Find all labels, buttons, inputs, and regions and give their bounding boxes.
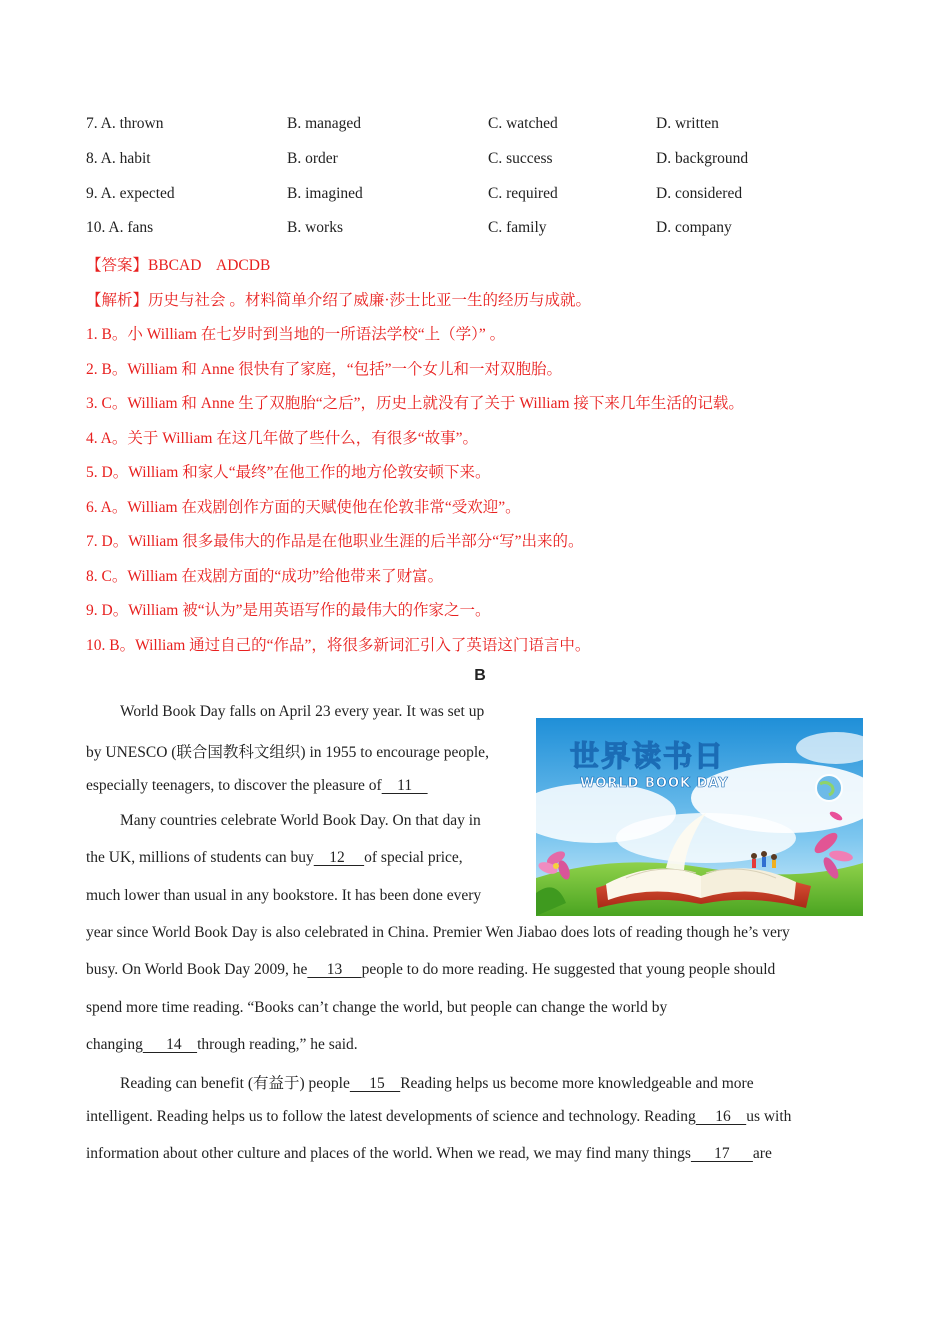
section-heading: B [474, 667, 486, 684]
explanation-4: 4. A。关于 William 在这几年做了些什么，有很多“故事”。 [86, 430, 479, 447]
explanation-10: 10. B。William 通过自己的“作品”，将很多新词汇引入了英语这门语言中。 [86, 637, 591, 654]
blank-12: 12 [313, 849, 365, 866]
passage-line: much lower than usual in any bookstore. It has been done every [86, 887, 482, 904]
explanation-6: 6. A。William 在戏剧创作方面的天赋使他在伦敦非常“受欢迎”。 [86, 499, 521, 516]
figure-title-cn: 世界读书日 [570, 739, 726, 773]
blank-11: 11 [381, 777, 428, 794]
analysis-line: 【解析】历史与社会 。材料简单介绍了威廉·莎士比亚一生的经历与成就。 [86, 292, 592, 309]
explanation-9: 9. D。William 被“认为”是用英语写作的最伟大的作家之一。 [86, 602, 491, 619]
option-a: 8. A. habit [86, 150, 151, 167]
passage-line: changing 14 through reading,” he said. [86, 1036, 358, 1053]
figure-title-en: WORLD BOOK DAY [580, 776, 729, 791]
option-row-9 [86, 185, 866, 209]
explanation-2: 2. B。William 和 Anne 很快有了家庭，“包括”一个女儿和一对双胞胎。 [86, 361, 562, 378]
passage-line: Reading can benefit (有益于) people 15 Reading helps us become more knowledgeable and more [120, 1075, 754, 1092]
passage-line: year since World Book Day is also celebrated in China. Premier Wen Jiabao does lots of reading though he’s very [86, 924, 790, 941]
passage-line: the UK, millions of students can buy 12 of special price, [86, 849, 463, 866]
option-b: B. order [287, 150, 338, 167]
passage-line: by UNESCO (联合国教科文组织) in 1955 to encourage people, [86, 744, 489, 761]
passage-line: busy. On World Book Day 2009, he 13 people to do more reading. He suggested that young people should [86, 961, 776, 978]
explanation-3: 3. C。William 和 Anne 生了双胞胎“之后”，历史上就没有了关于 William 接下来几年生活的记载。 [86, 395, 744, 412]
option-b: B. works [287, 219, 343, 236]
explanation-5: 5. D。William 和家人“最终”在他工作的地方伦敦安顿下来。 [86, 464, 491, 481]
option-c: C. watched [488, 115, 558, 132]
option-row-10 [86, 219, 866, 243]
option-c: C. family [488, 219, 547, 236]
world-book-day-illustration [536, 718, 863, 916]
option-d: D. considered [656, 185, 743, 202]
option-a: 9. A. expected [86, 185, 175, 202]
option-d: D. background [656, 150, 749, 167]
option-row-7 [86, 115, 866, 139]
passage-line: Many countries celebrate World Book Day. On that day in [120, 812, 481, 829]
answer-line: 【答案】BBCAD ADCDB [86, 257, 271, 274]
blank-16: 16 [695, 1108, 747, 1125]
blank-13: 13 [307, 961, 362, 978]
option-c: C. success [488, 150, 553, 167]
explanation-8: 8. C。William 在戏剧方面的“成功”给他带来了财富。 [86, 568, 444, 585]
option-d: D. company [656, 219, 732, 236]
passage-line: intelligent. Reading helps us to follow the latest developments of science and technology. Reading 16 us with [86, 1108, 792, 1125]
blank-15: 15 [349, 1075, 401, 1092]
explanation-1: 1. B。小 William 在七岁时到当地的一所语法学校“上（学）” 。 [86, 326, 506, 343]
option-a: 7. A. thrown [86, 115, 164, 132]
option-b: B. managed [287, 115, 362, 132]
explanation-7: 7. D。William 很多最伟大的作品是在他职业生涯的后半部分“写”出来的。 [86, 533, 584, 550]
option-c: C. required [488, 185, 558, 202]
blank-17: 17 [690, 1145, 753, 1162]
blank-14: 14 [142, 1036, 198, 1053]
passage-line: especially teenagers, to discover the pleasure of 11 [86, 777, 428, 794]
option-a: 10. A. fans [86, 219, 154, 236]
passage-line: World Book Day falls on April 23 every year. It was set up [120, 703, 485, 720]
option-b: B. imagined [287, 185, 363, 202]
option-d: D. written [656, 115, 719, 132]
passage-line: spend more time reading. “Books can’t change the world, but people can change the world by [86, 999, 668, 1016]
option-row-8 [86, 150, 866, 174]
passage-line: information about other culture and places of the world. When we read, we may find many things 17 are [86, 1145, 772, 1162]
